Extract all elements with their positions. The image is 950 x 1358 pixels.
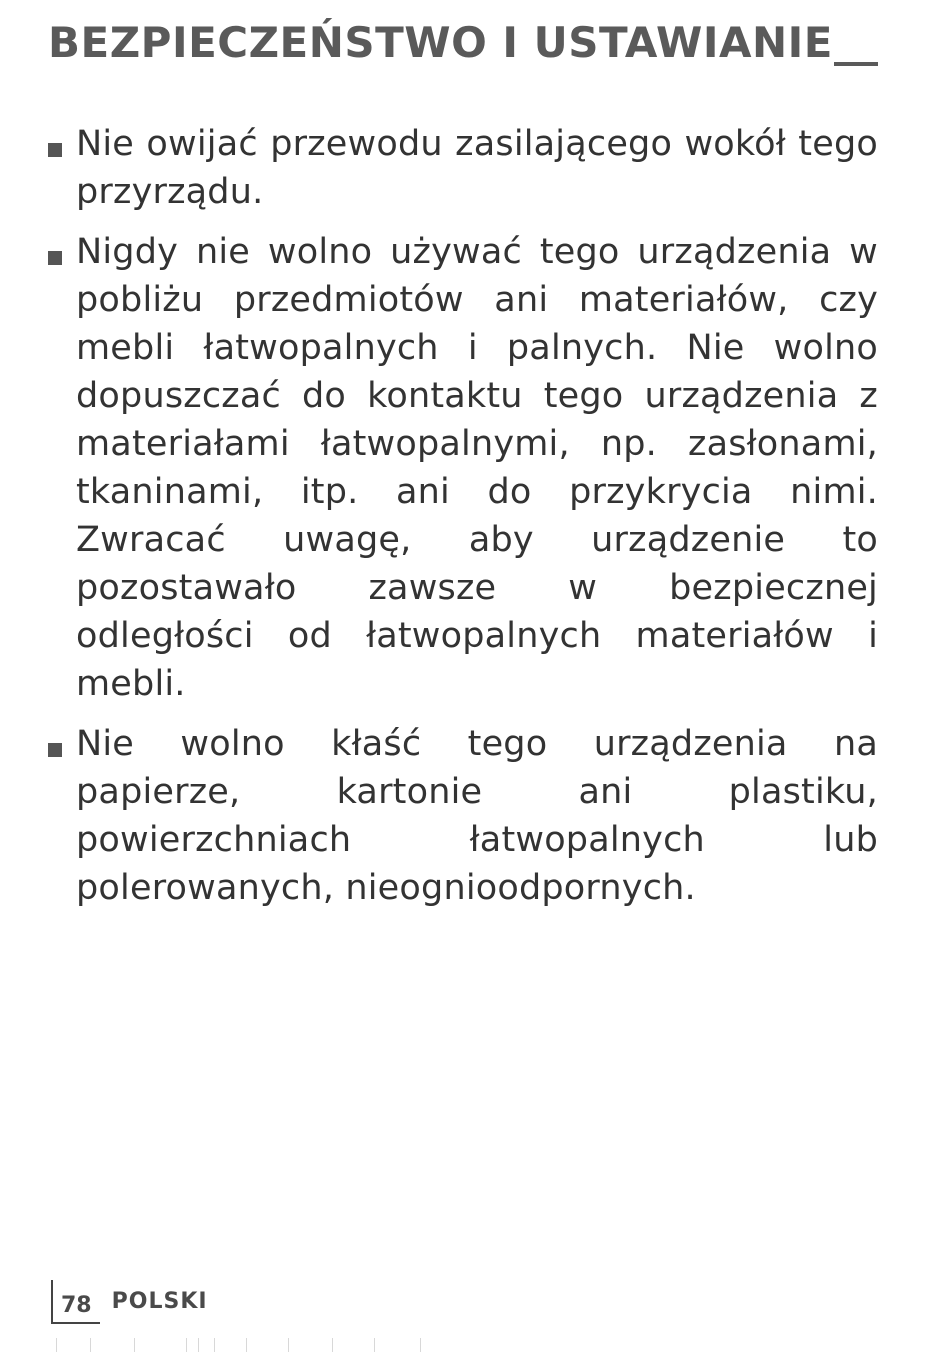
page-number-box [51,1280,100,1324]
language-label: POLSKI [111,1289,208,1314]
page-number: 78 [61,1293,92,1318]
safety-list [48,120,878,924]
section-title: BEZPIECZEŃSTWO I USTAWIANIE [48,18,833,67]
square-bullet-icon [48,143,62,157]
list-item [48,228,878,708]
square-bullet-icon [48,743,62,757]
header-rule [834,62,878,66]
page-header [48,14,878,74]
list-item [48,720,878,912]
list-item [48,120,878,216]
print-crop-marks [56,1338,436,1352]
list-item-text: Nie wolno kłaść tego urządzenia na papierze, kartonie ani plastiku, powierzchniach łatwopalnych lub polerowanych, nieognioodpornych. [76,724,878,908]
list-item-text: Nie owijać przewodu zasilającego wokół tego przyrządu. [76,124,878,212]
square-bullet-icon [48,251,62,265]
page-footer [51,1280,208,1324]
list-item-text: Nigdy nie wolno używać tego urządzenia w pobliżu przedmiotów ani materiałów, czy mebli łatwopalnych i palnych. Nie wolno dopuszczać do kontaktu tego urządzenia z materiałami łatwopalnymi, np. zasłonami, tkaninami, itp. ani do przykrycia nimi. Zwracać uwagę, aby urządzenie to pozostawało zawsze w bezpiecznej odległości od łatwopalnych materiałów i mebli. [76,232,878,704]
